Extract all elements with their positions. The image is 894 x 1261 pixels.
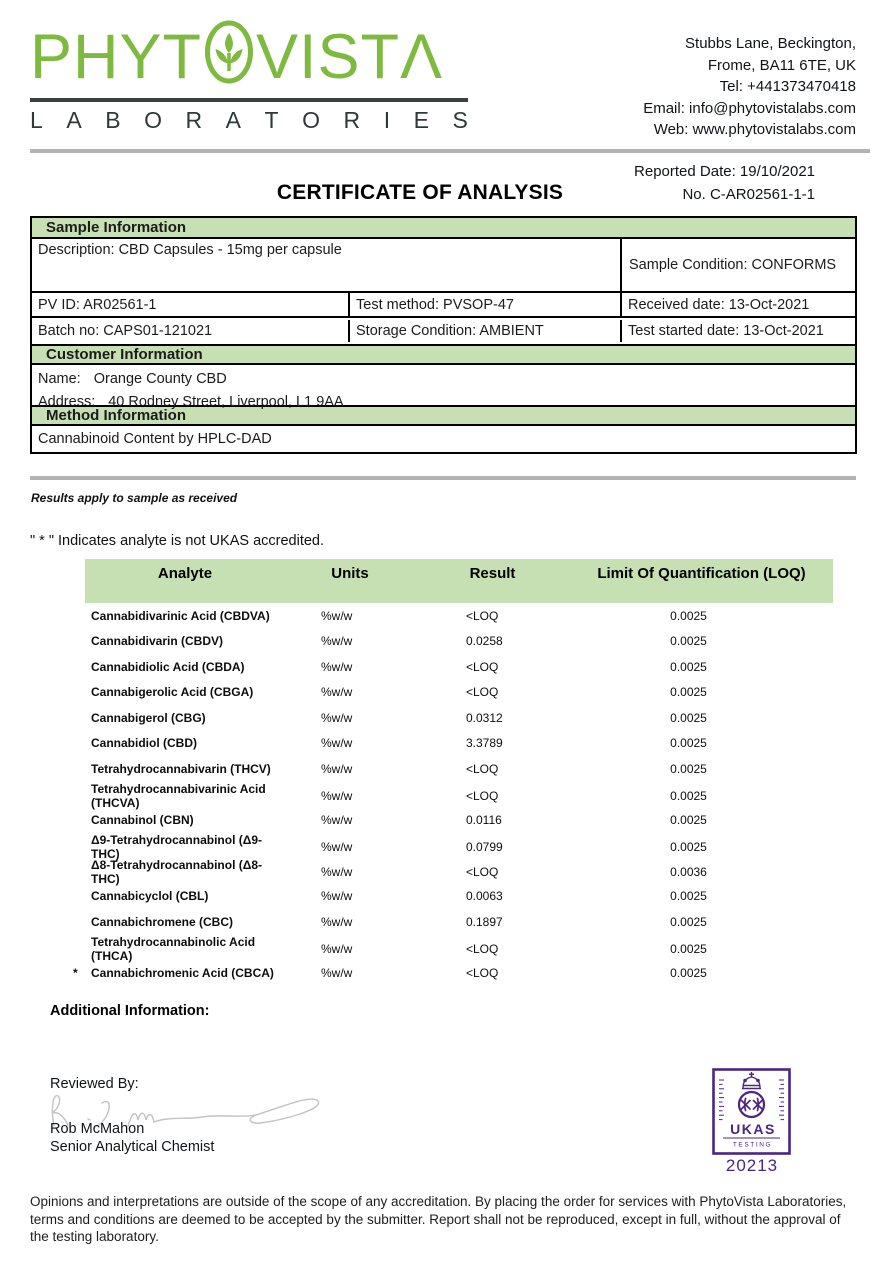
- sample-information-header: Sample Information: [32, 218, 855, 237]
- analyte-cell: [85, 782, 285, 810]
- loq-cell: 0.0025: [670, 685, 707, 700]
- brand-subtitle-letter: T: [264, 107, 279, 133]
- analyte-name: Cannabigerolic Acid (CBGA): [91, 685, 254, 700]
- storage-condition: Storage Condition: AMBIENT: [350, 320, 622, 342]
- brand-wordmark: [30, 20, 470, 95]
- table-row: [85, 935, 833, 961]
- analyte-name: Cannabigerol (CBG): [91, 710, 206, 725]
- analyte-name: Cannabidivarinic Acid (CBDVA): [91, 608, 270, 623]
- loq-cell: 0.0025: [670, 736, 707, 751]
- method-row: [32, 424, 855, 452]
- loq-cell: 0.0036: [670, 865, 707, 879]
- units-cell: %w/w: [321, 965, 353, 980]
- column-header-units: Units: [331, 565, 369, 582]
- loq-cell: 0.0025: [670, 941, 707, 956]
- info-table: [30, 216, 857, 454]
- brand-subtitle-letter: B: [105, 107, 121, 133]
- units-cell: %w/w: [321, 685, 353, 700]
- pv-id: PV ID: AR02561-1: [32, 293, 350, 316]
- result-cell: <LOQ: [466, 941, 499, 956]
- analyte-cell: [85, 609, 285, 623]
- results-table-header: [85, 559, 833, 603]
- text-line: Frome, BA11 6TE, UK: [707, 56, 856, 74]
- analyte-name: Δ8-Tetrahydrocannabinol (Δ8-THC): [91, 858, 263, 886]
- loq-cell: 0.0025: [670, 634, 707, 649]
- result-cell: 0.0258: [466, 634, 503, 649]
- units-cell: %w/w: [321, 889, 353, 904]
- result-cell: 0.0312: [466, 710, 503, 725]
- page-title: CERTIFICATE OF ANALYSIS: [276, 181, 564, 204]
- table-row: [73, 960, 833, 986]
- table-row: [85, 731, 833, 757]
- result-cell: 0.1897: [466, 914, 503, 929]
- analyte-name: Tetrahydrocannabivarin (THCV): [91, 761, 271, 776]
- table-row: [85, 705, 833, 731]
- analyte-cell: [85, 833, 285, 861]
- analyte-name: Tetrahydrocannabinolic Acid (THCA): [91, 934, 256, 963]
- brand-wordmark-left: PHYT: [30, 22, 203, 92]
- table-row: [85, 782, 833, 808]
- customer-details: [32, 365, 855, 410]
- sample-condition: Sample Condition: CONFORMS: [629, 257, 837, 273]
- brand-subtitle-letter: S: [452, 107, 468, 133]
- sample-description: Description: CBD Capsules - 15mg per capsule: [32, 239, 622, 291]
- analyte-cell: [85, 858, 285, 886]
- customer-information-header: Customer Information: [32, 344, 855, 363]
- table-row: [85, 603, 833, 629]
- analyte-name: Cannabichromenic Acid (CBCA): [91, 965, 274, 980]
- received-date: Received date: 13-Oct-2021: [628, 296, 810, 313]
- analyte-cell: [85, 685, 285, 699]
- brand-subtitle-letter: R: [185, 107, 203, 133]
- analyte-name: Cannabidivarin (CBDV): [91, 634, 224, 649]
- text-line: Stubbs Lane, Beckington,: [685, 35, 856, 52]
- additional-information-label: Additional Information:: [50, 1003, 210, 1019]
- brand-wordmark-right: VISTΛ: [256, 22, 444, 92]
- table-row: [85, 807, 833, 833]
- brand-subtitle-letter: O: [302, 107, 321, 133]
- customer-name-label: Name:: [38, 371, 81, 387]
- text-line: Email: info@phytovistalabs.com: [643, 99, 856, 117]
- leaf-icon: [204, 20, 254, 95]
- accreditation-note: " * " Indicates analyte is not UKAS accredited.: [30, 533, 325, 549]
- loq-cell: 0.0025: [670, 608, 707, 623]
- brand-subtitle-letter: A: [225, 107, 241, 133]
- analyte-cell: [85, 711, 285, 725]
- loq-cell: 0.0025: [670, 788, 707, 803]
- sample-description-row: [32, 237, 855, 291]
- result-cell: 0.0799: [466, 839, 503, 854]
- analyte-cell: [85, 736, 285, 750]
- section-divider: [30, 476, 856, 480]
- result-cell: <LOQ: [466, 659, 499, 674]
- lab-contact-info: [643, 33, 856, 141]
- units-cell: %w/w: [321, 608, 353, 623]
- analyte-cell: [85, 889, 285, 903]
- loq-cell: 0.0025: [670, 914, 707, 929]
- analyte-cell: [85, 634, 285, 648]
- results-apply-note: Results apply to sample as received: [31, 491, 238, 505]
- result-cell: <LOQ: [466, 788, 499, 803]
- customer-address-label: Address:: [38, 394, 96, 410]
- customer-address-value: 40 Rodney Street, Liverpool, L1 9AA: [108, 394, 344, 410]
- customer-details-row: [32, 363, 855, 410]
- result-cell: <LOQ: [466, 608, 499, 623]
- analyte-name: Cannabinol (CBN): [91, 812, 194, 827]
- footer-disclaimer: [30, 1193, 866, 1246]
- svg-text:UKAS: UKAS: [730, 1121, 776, 1137]
- test-started-date: Test started date: 13-Oct-2021: [628, 323, 824, 339]
- units-cell: %w/w: [321, 941, 353, 956]
- result-cell: <LOQ: [466, 685, 499, 700]
- analyte-cell: [85, 762, 285, 776]
- svg-text:TESTING: TESTING: [732, 1141, 773, 1149]
- table-row: [85, 858, 833, 884]
- brand-subtitle-letter: L: [30, 107, 43, 133]
- table-row: [85, 833, 833, 859]
- units-cell: %w/w: [321, 634, 353, 649]
- column-header-result: Result: [469, 565, 516, 582]
- results-table-body: [73, 603, 833, 986]
- text-line: terms and conditions are deemed to be accepted by the submitter. Report shall not be reproduced, except in full, without the approval of: [30, 1211, 841, 1227]
- result-cell: 0.0116: [466, 812, 502, 827]
- result-cell: <LOQ: [466, 865, 499, 879]
- brand-subtitle-letter: O: [144, 107, 162, 133]
- sample-ids-row: [32, 291, 855, 316]
- text-line: Tel: +441373470418: [719, 78, 856, 95]
- units-cell: %w/w: [321, 788, 353, 803]
- sample-batch-row: [32, 316, 855, 344]
- loq-cell: 0.0025: [670, 839, 707, 854]
- report-number: No. C-AR02561-1-1: [682, 186, 815, 203]
- text-line: Opinions and interpretations are outside of the scope of any accreditation. By placing the order for services with PhytoVista Laboratories,: [30, 1194, 847, 1209]
- analyte-cell: [85, 915, 285, 929]
- brand-subtitle-letter: A: [66, 107, 82, 133]
- test-method: Test method: PVSOP-47: [350, 293, 622, 316]
- reviewer-role: Senior Analytical Chemist: [50, 1139, 215, 1155]
- result-cell: <LOQ: [466, 761, 499, 776]
- column-header-analyte: Analyte: [157, 565, 213, 582]
- result-cell: 0.0063: [466, 889, 503, 904]
- ukas-accreditation-logo: [712, 1068, 791, 1160]
- reported-date: Reported Date: 19/10/2021: [634, 163, 815, 180]
- units-cell: %w/w: [321, 736, 353, 751]
- units-cell: %w/w: [321, 710, 353, 725]
- loq-cell: 0.0025: [670, 659, 707, 674]
- result-cell: 3.3789: [466, 736, 503, 751]
- analyte-cell: [85, 935, 285, 963]
- result-cell: <LOQ: [466, 965, 499, 980]
- customer-name: [38, 371, 849, 387]
- crown-icon: [742, 1072, 761, 1089]
- analyte-cell: [85, 660, 285, 674]
- text-line: the testing laboratory.: [30, 1229, 159, 1244]
- units-cell: %w/w: [321, 914, 353, 929]
- not-accredited-asterisk: *: [73, 965, 78, 980]
- analyte-name: Cannabidiolic Acid (CBDA): [91, 659, 245, 674]
- analyte-name: Cannabidiol (CBD): [91, 736, 197, 751]
- loq-cell: 0.0025: [670, 812, 707, 827]
- brand-logo: [30, 20, 470, 134]
- brand-divider: [30, 98, 468, 102]
- loq-cell: 0.0025: [670, 889, 707, 904]
- method-information-header: Method Information: [32, 405, 855, 424]
- text-line: Web: www.phytovistalabs.com: [653, 121, 856, 138]
- reviewer-name: Rob McMahon: [50, 1121, 145, 1137]
- ukas-number: 20213: [725, 1156, 779, 1175]
- brand-subtitle: [30, 107, 468, 134]
- table-row: [85, 909, 833, 935]
- analyte-name: Tetrahydrocannabivarinic Acid (THCVA): [91, 781, 266, 810]
- header-divider: [30, 149, 870, 153]
- column-header-loq: Limit Of Quantification (LOQ): [597, 565, 806, 582]
- table-row: [85, 680, 833, 706]
- customer-name-value: Orange County CBD: [93, 371, 227, 387]
- analyte-name: Cannabichromene (CBC): [91, 914, 234, 929]
- units-cell: %w/w: [321, 761, 353, 776]
- method-description: Cannabinoid Content by HPLC-DAD: [38, 431, 272, 447]
- loq-cell: 0.0025: [670, 710, 707, 725]
- units-cell: %w/w: [321, 839, 353, 854]
- table-row: [85, 629, 833, 655]
- brand-subtitle-letter: R: [343, 107, 361, 133]
- brand-subtitle-letter: E: [413, 107, 429, 133]
- brand-subtitle-letter: I: [383, 107, 391, 133]
- reviewed-by-label: Reviewed By:: [50, 1076, 139, 1092]
- analyte-cell: [85, 813, 285, 827]
- table-row: [85, 884, 833, 910]
- table-row: [85, 654, 833, 680]
- batch-no: Batch no: CAPS01-121021: [32, 320, 350, 342]
- units-cell: %w/w: [321, 659, 353, 674]
- analyte-name: Cannabicyclol (CBL): [91, 889, 209, 904]
- analyte-cell: [73, 965, 285, 980]
- units-cell: %w/w: [321, 865, 353, 879]
- units-cell: %w/w: [321, 812, 353, 827]
- loq-cell: 0.0025: [670, 761, 707, 776]
- analyte-name: Δ9-Tetrahydrocannabinol (Δ9-THC): [91, 832, 263, 861]
- loq-cell: 0.0025: [670, 965, 707, 980]
- table-row: [85, 756, 833, 782]
